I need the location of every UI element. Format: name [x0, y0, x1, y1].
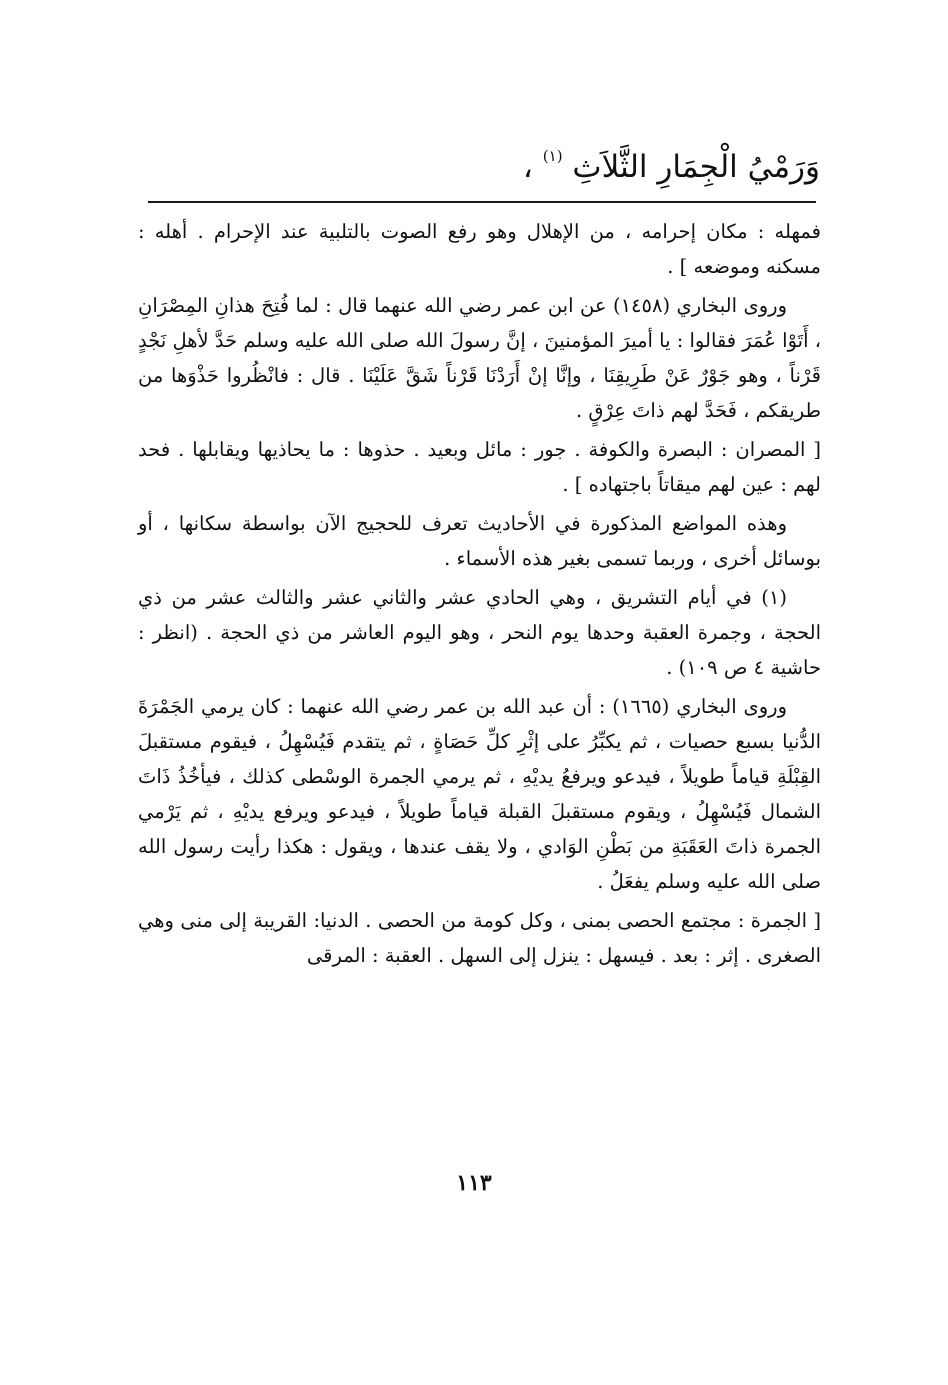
footnote-separator-line	[148, 201, 816, 203]
footnote-marker: (١)	[542, 147, 563, 165]
paragraph-places-note: وهذه المواضع المذكورة في الأحاديث تعرف للحجيج الآن بواسطة سكانها ، أو بوسائل أخرى ، وربما تسمى بغير هذه الأسماء .	[138, 512, 821, 570]
paragraph-bukhari-1665: وروى البخاري (١٦٦٥) : أن عبد الله بن عمر رضي الله عنهما : كان يرمي الجَمْرَةَ الدُّنيا بسبع حصيات ، ثم يكبِّرُ على إثْرِ كلِّ حَصَاةٍ ، ثم يتقدم فَيُسْهِلُ ، فيقوم مستقبلَ القِبْلَةِ قياماً طويلاً ، فيدعو ويرفعُ يديْهِ ، ثم يرمي الجمرة الوسْطى كذلك ، فيأخُذُ ذَاتَ الشمال فَيُسْهِلُ ، ويقوم مستقبلَ القبلة قياماً طويلاً ، فيدعو ويرفع يديْهِ ، ثم يَرْمي الجمرة ذاتَ العَقَبَةِ من بَطْنِ الوَادي ، ولا يقف عندها ، ويقول : هكذا رأيت رسول الله صلى الله عليه وسلم يفعَلُ .	[138, 695, 821, 893]
paragraph-bukhari-1458: وروى البخاري (١٤٥٨) عن ابن عمر رضي الله عنهما قال : لما فُتِحَ هذانِ المِصْرَانِ ، أَتَوْا عُمَرَ فقالوا : يا أميرَ المؤمنينَ ، إنَّ رسولَ الله صلى الله عليه وسلم حَدَّ لأهلِ نَجْدٍ قَرْناً ، وهو جَوْرٌ عَنْ طَرِيقِنَا ، وإنَّا إنْ أَرَدْنَا قَرْناً شَقَّ عَلَيْنَا . قال : فانْظُروا حَذْوَها من طريقكم ، فَحَدَّ لهم ذاتَ عِرْقٍ .	[138, 294, 821, 422]
page-number: ١١٣	[456, 1170, 492, 1196]
paragraph-footnote-1: (١) في أيام التشريق ، وهي الحادي عشر والثاني عشر والثالث عشر من ذي الحجة ، وجمرة العقبة وحدها يوم النحر ، وهو اليوم العاشر من ذي الحجة . (انظر : حاشية ٤ ص ١٠٩) .	[138, 586, 821, 679]
heading-text: وَرَمْيُ الْجِمَارِ الثَّلاَثِ	[572, 149, 820, 185]
paragraph-misran-glossary: [ المصران : البصرة والكوفة . جور : مائل وبعيد . حذوها : ما يحاذيها ويقابلها . فحد لهم : عين لهم ميقاتاً باجتهاده ] .	[138, 438, 821, 496]
section-heading	[300, 130, 820, 193]
paragraph-ihlal-definition: فمهله : مكان إحرامه ، من الإهلال وهو رفع الصوت بالتلبية عند الإحرام . أهله : مسكنه وموضعه ] .	[138, 220, 821, 278]
heading-trailing-comma: ،	[522, 149, 533, 185]
footnotes-block	[138, 214, 821, 977]
paragraph-jamra-glossary: [ الجمرة : مجتمع الحصى بمنى ، وكل كومة من الحصى . الدنيا: القريبة إلى منى وهي الصغرى . إثر : بعد . فيسهل : ينزل إلى السهل . العقبة : المرقى	[138, 909, 821, 967]
